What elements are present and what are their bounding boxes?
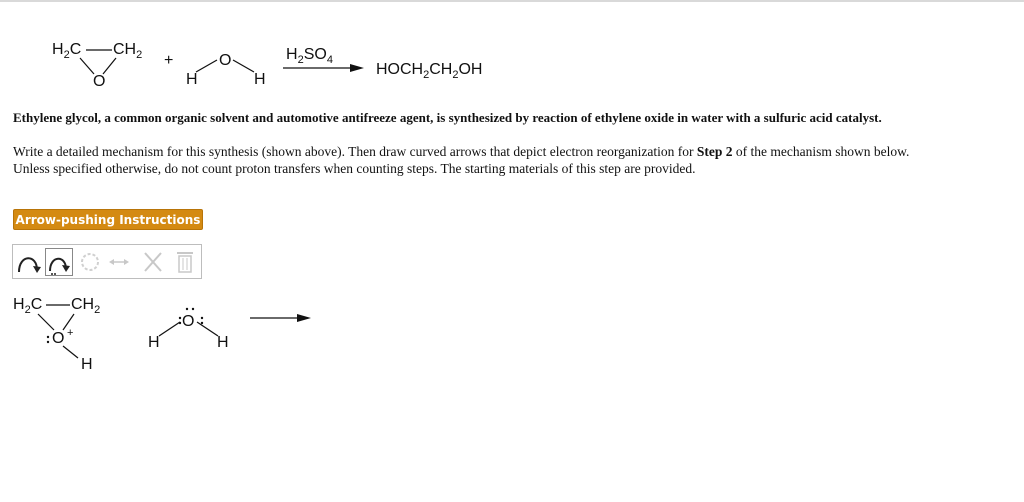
arrow-pushing-instructions-button[interactable]: Arrow-pushing Instructions (13, 209, 203, 230)
water-h-left: H (186, 71, 198, 88)
catalyst-label: $H_2SO_4$ (286, 46, 333, 66)
step-bonds (0, 280, 340, 390)
step-water-h-right[interactable]: H (217, 334, 229, 351)
step-arrowhead (297, 314, 311, 322)
step-water-oxygen[interactable]: O (182, 313, 195, 330)
step-epoxide-ch2-left[interactable]: $H_2C$ (13, 296, 43, 316)
reaction-bonds (0, 0, 1024, 110)
double-arrow-icon[interactable] (105, 248, 133, 276)
epoxide-ch2-left: $H_2C$ (52, 41, 82, 61)
intro-text: Ethylene glycol, a common organic solvent and automotive antifreeze agent, is synthesized by reaction of ethylene oxide in water with a sulfuric acid catalyst. (13, 110, 882, 125)
trash-icon[interactable] (171, 248, 199, 276)
curved-arrow-icon[interactable] (15, 248, 43, 276)
lasso-icon[interactable] (75, 248, 103, 276)
product-label: $HOCH_2CH_2OH$ (376, 61, 483, 81)
step-epoxide-ch2-right[interactable]: $CH_2$ (71, 296, 101, 316)
step-oxonium-h[interactable]: H (81, 356, 93, 373)
water-oxygen: O (219, 52, 232, 69)
curved-arrow-selected-icon[interactable] (45, 248, 73, 276)
epoxide-oxygen: O (93, 73, 106, 90)
step-water-h-left[interactable]: H (148, 334, 160, 351)
reaction-arrowhead (350, 64, 364, 72)
plus-sign: + (164, 52, 174, 69)
epoxide-ch2-right: $CH_2$ (113, 41, 143, 61)
instruction-text-2: Unless specified otherwise, do not count proton transfers when counting steps. The starting materials of this step are provided. (13, 161, 696, 176)
lone-pair-dots (47, 308, 203, 343)
instruction-text: Write a detailed mechanism for this synthesis (shown above). Then draw curved arrows that depict electron reorganization for Step 2 of the mechanism shown below. (13, 144, 910, 159)
close-icon[interactable] (139, 248, 167, 276)
step-oxonium-oxygen[interactable]: O (52, 330, 65, 347)
drawing-toolbar (12, 244, 202, 279)
step-positive-charge: + (67, 327, 74, 339)
water-h-right: H (254, 71, 266, 88)
